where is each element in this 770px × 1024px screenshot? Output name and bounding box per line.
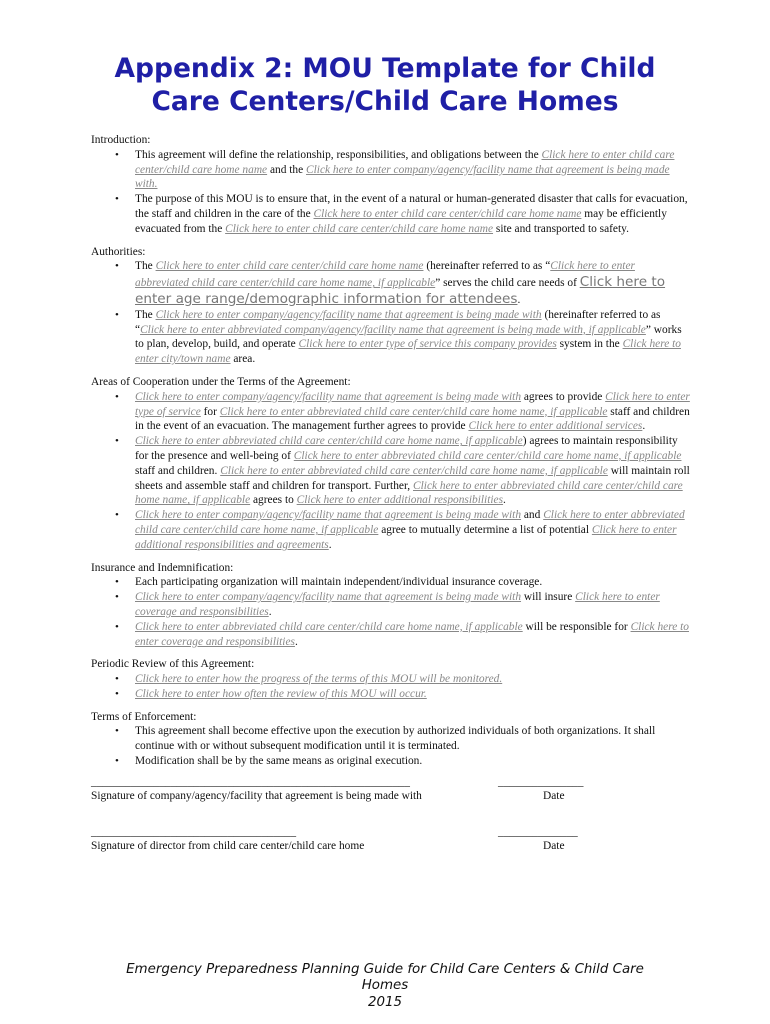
static-text: and the xyxy=(267,163,307,176)
placeholder-field[interactable]: Click here to enter abbreviated child care center/child care home name, if applicable xyxy=(293,449,682,462)
placeholder-field[interactable]: Click here to enter type of service this company provides xyxy=(298,338,557,351)
review-heading: Periodic Review of this Agreement: xyxy=(91,658,255,671)
placeholder-field[interactable]: Click here to enter abbreviated child care center/child care home name, if applicable xyxy=(219,405,608,418)
placeholder-field[interactable]: Click here to enter child care center/child care home name xyxy=(313,207,582,220)
signature-block-director xyxy=(91,825,691,869)
title-line-2: Care Centers/Child Care Homes xyxy=(151,86,619,117)
enforcement-list xyxy=(91,724,691,768)
static-text: ” works to plan, develop, build, and operate xyxy=(135,323,682,351)
static-text: will maintain roll sheets and assemble staff and children for transport. Further, xyxy=(135,464,690,492)
enforcement-heading: Terms of Enforcement: xyxy=(91,710,197,723)
date-line[interactable]: ______________ xyxy=(498,825,578,838)
static-text: agrees to provide xyxy=(521,390,606,403)
cooperation-list xyxy=(91,390,691,553)
placeholder-field[interactable]: Click here to enter company/agency/facility name that agreement is being made with xyxy=(135,509,522,522)
placeholder-field[interactable]: Click here to enter child care center/child care home name xyxy=(225,222,494,235)
placeholder-field[interactable]: Click here to enter how the progress of the terms of this MOU will be monitored. xyxy=(135,673,503,686)
static-text: ) agrees to maintain responsibility for the presence and well-being of xyxy=(135,435,678,462)
placeholder-field[interactable]: Click here to enter abbreviated company/agency/facility name that agreement is being made with, if applicable xyxy=(140,323,646,336)
static-text: The purpose of this MOU is to ensure that, in the event of a natural or human-generated disaster that calls for evacuation, the staff and children in the care of the xyxy=(135,193,688,220)
placeholder-field[interactable]: Click here to enter abbreviated child care center/child care home name, if applicable xyxy=(135,509,685,536)
list-item xyxy=(91,590,691,620)
static-text: The xyxy=(135,260,156,273)
cooperation-heading: Areas of Cooperation under the Terms of the Agreement: xyxy=(91,375,351,388)
date-label: Date xyxy=(543,789,565,802)
static-text: . xyxy=(294,635,298,648)
list-item xyxy=(91,508,691,552)
static-text: staff and children in the event of an evacuation. The management further agrees to provide xyxy=(135,405,690,433)
signature-line[interactable]: ____________________________________ xyxy=(91,825,297,838)
static-text: Modification shall be by the same means as original execution. xyxy=(135,755,423,768)
static-text: . xyxy=(517,293,521,306)
placeholder-field[interactable]: Click here to enter coverage and responsibilities xyxy=(135,591,660,618)
static-text: for xyxy=(200,405,220,418)
placeholder-field[interactable]: Click here to enter coverage and responsibilities xyxy=(135,620,689,648)
list-item xyxy=(91,192,691,236)
placeholder-field[interactable]: Click here to enter company/agency/facility name that agreement is being made with xyxy=(135,591,522,604)
review-list xyxy=(91,672,691,702)
placeholder-field[interactable]: Click here to enter city/town name xyxy=(135,338,681,366)
footer-line-1: Emergency Preparedness Planning Guide for Child Care Centers & Child Care xyxy=(126,962,644,977)
static-text: will insure xyxy=(521,591,576,604)
placeholder-field[interactable]: Click here to enter type of service xyxy=(135,390,690,418)
signature-line[interactable]: ________________________________________________________ xyxy=(91,775,410,788)
static-text: Each participating organization will maintain independent/individual insurance coverage. xyxy=(135,576,543,589)
placeholder-field[interactable]: Click here to enter how often the review of this MOU will occur. xyxy=(135,687,427,700)
placeholder-field[interactable]: Click here to enter additional responsibilities xyxy=(296,494,504,507)
date-label: Date xyxy=(543,839,565,852)
placeholder-field[interactable]: Click here to enter additional responsibilities and agreements xyxy=(135,523,677,551)
static-text: . xyxy=(268,605,272,618)
static-text: area. xyxy=(230,353,256,366)
list-item xyxy=(91,672,691,687)
authorities-list xyxy=(91,259,691,367)
static-text: (hereinafter referred to as “ xyxy=(135,308,661,336)
placeholder-field[interactable]: Click here to enter abbreviated child care center/child care home name, if applicable xyxy=(135,479,683,507)
footer-year: 2015 xyxy=(367,994,403,1010)
placeholder-field[interactable]: Click here to enter additional services xyxy=(468,420,643,433)
placeholder-field[interactable]: Click here to enter child care center/child care home name xyxy=(155,260,424,273)
static-text: (hereinafter referred to as “ xyxy=(423,260,551,273)
placeholder-field[interactable]: Click here to enter company/agency/facility name that agreement is being made with. xyxy=(135,163,670,191)
static-text: . xyxy=(503,494,506,507)
signature-block-company xyxy=(91,775,691,819)
placeholder-field[interactable]: Click here to enter company/agency/facility name that agreement is being made with xyxy=(135,390,522,403)
list-item xyxy=(91,575,691,590)
static-text: This agreement will define the relationship, responsibilities, and obligations between the xyxy=(135,148,542,161)
page-footer xyxy=(0,962,770,1011)
list-item xyxy=(91,754,691,769)
static-text: The xyxy=(135,308,156,321)
static-text: This agreement shall become effective upon the execution by authorized individuals of both organizations. It shall continue with or without subsequent modification until it is terminated. xyxy=(135,725,656,753)
static-text: agree to mutually determine a list of potential xyxy=(378,523,592,536)
list-item xyxy=(91,259,691,307)
date-line[interactable]: _______________ xyxy=(498,775,584,788)
list-item xyxy=(91,434,691,508)
introduction-heading: Introduction: xyxy=(91,134,151,146)
placeholder-field-large[interactable]: Click here to enter age range/demographic information for attendees xyxy=(135,274,666,307)
footer-line-2: Homes xyxy=(361,978,409,994)
list-item xyxy=(91,620,691,650)
placeholder-field[interactable]: Click here to enter abbreviated child care center/child care home name, if applicable xyxy=(135,260,635,290)
static-text: agrees to xyxy=(250,494,297,507)
static-text: . xyxy=(328,538,332,551)
placeholder-field[interactable]: Click here to enter company/agency/facility name that agreement is being made with xyxy=(155,308,542,321)
signature-label: Signature of director from child care center/child care home xyxy=(91,839,365,852)
insurance-heading: Insurance and Indemnification: xyxy=(91,561,234,574)
placeholder-field[interactable]: Click here to enter abbreviated child care center/child care home name, if applicable xyxy=(220,464,608,477)
page-title xyxy=(0,52,770,118)
static-text: staff and children. xyxy=(135,464,221,477)
static-text: and xyxy=(521,509,544,522)
placeholder-field[interactable]: Click here to enter abbreviated child care center/child care home name, if applicable xyxy=(135,620,523,633)
insurance-list xyxy=(91,575,691,649)
static-text: . xyxy=(642,420,646,433)
placeholder-field[interactable]: Click here to enter child care center/child care home name xyxy=(135,148,675,176)
document-body xyxy=(91,133,691,869)
authorities-heading: Authorities: xyxy=(91,245,146,258)
list-item xyxy=(91,724,691,754)
list-item xyxy=(91,687,691,702)
title-line-1: Appendix 2: MOU Template for Child xyxy=(114,53,656,84)
placeholder-field[interactable]: Click here to enter abbreviated child care center/child care home name, if applicable xyxy=(135,435,523,448)
static-text: site and transported to safety. xyxy=(493,222,629,235)
static-text: ” serves the child care needs of xyxy=(435,277,580,290)
list-item xyxy=(91,308,691,367)
list-item xyxy=(91,390,691,434)
static-text: will be responsible for xyxy=(522,620,631,633)
static-text: system in the xyxy=(556,338,623,351)
introduction-list xyxy=(91,148,691,237)
signature-label: Signature of company/agency/facility that agreement is being made with xyxy=(91,789,422,802)
static-text: may be efficiently evacuated from the xyxy=(135,207,667,235)
list-item xyxy=(91,148,691,192)
